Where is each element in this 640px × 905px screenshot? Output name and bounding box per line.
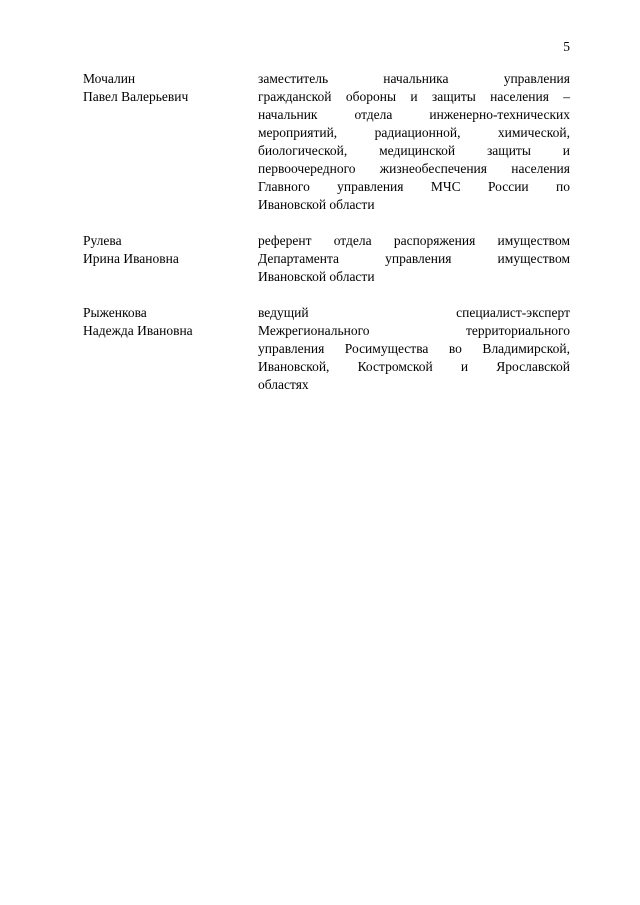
person-position bbox=[258, 70, 570, 214]
person-name bbox=[83, 232, 258, 286]
position-line: заместитель начальника управления bbox=[258, 71, 570, 86]
page-number: 5 bbox=[563, 39, 570, 54]
position-line: Ивановской области bbox=[258, 197, 375, 212]
position-line: первоочередного жизнеобеспечения населения bbox=[258, 161, 570, 176]
position-line: биологической, медицинской защиты и bbox=[258, 143, 570, 158]
position-line: мероприятий, радиационной, химической, bbox=[258, 125, 570, 140]
position-line: Ивановской, Костромской и Ярославской bbox=[258, 359, 570, 374]
person-position bbox=[258, 232, 570, 286]
person-name bbox=[83, 70, 258, 214]
person-name bbox=[83, 304, 258, 394]
list-item bbox=[83, 70, 570, 214]
position-line: Департамента управления имуществом bbox=[258, 251, 570, 266]
list-item bbox=[83, 304, 570, 394]
person-position bbox=[258, 304, 570, 394]
position-line: Главного управления МЧС России по bbox=[258, 179, 570, 194]
list-item bbox=[83, 232, 570, 286]
surname: Рыженкова bbox=[83, 305, 147, 320]
surname: Рулева bbox=[83, 233, 122, 248]
position-line: начальник отдела инженерно-технических bbox=[258, 107, 570, 122]
position-line: управления Росимущества во Владимирской, bbox=[258, 341, 570, 356]
position-line: референт отдела распоряжения имуществом bbox=[258, 233, 570, 248]
position-line: гражданской обороны и защиты населения – bbox=[258, 89, 570, 104]
position-line: Межрегионального территориального bbox=[258, 323, 570, 338]
given-names: Павел Валерьевич bbox=[83, 89, 189, 104]
staff-list bbox=[83, 70, 570, 412]
given-names: Ирина Ивановна bbox=[83, 251, 179, 266]
surname: Мочалин bbox=[83, 71, 136, 86]
position-line: Ивановской области bbox=[258, 269, 375, 284]
position-line: областях bbox=[258, 377, 309, 392]
position-line: ведущий специалист-эксперт bbox=[258, 305, 570, 320]
given-names: Надежда Ивановна bbox=[83, 323, 193, 338]
